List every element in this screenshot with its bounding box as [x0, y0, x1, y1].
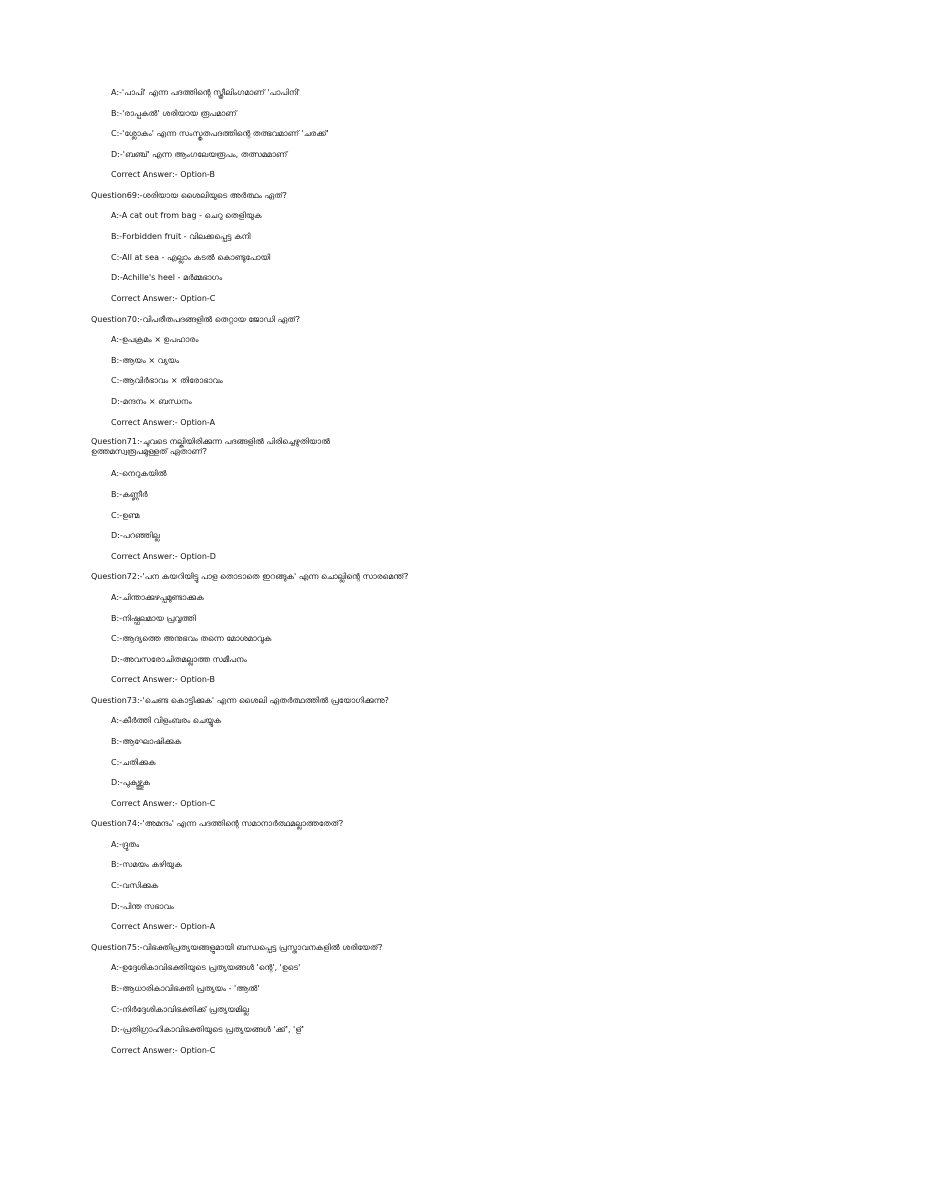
option-text: D:-'ബഞ്ച്' എന്ന ആംഗലേയരൂപം, തത്സമമാണ്	[111, 150, 288, 159]
option-text: C:-നിർദ്ദേശികാവിഭക്തിക്ക് പ്രത്യയമില്ല	[111, 1005, 249, 1014]
question-text: Question75:-വിഭക്തിപ്രത്യയങ്ങളുമായി ബന്ധപ്പെട്ട പ്രസ്താവനകളിൽ ശരിയേത്?	[91, 943, 383, 952]
option-text: A:-ഉദ്ദേശികാവിഭക്തിയുടെ പ്രത്യയങ്ങൾ 'ന്റെ', 'ഉടെ'	[111, 963, 301, 972]
option-text: A:-ഉപക്രമം × ഉപഹാരം	[111, 335, 199, 344]
option-text: D:-പുകഴ്ത്തുക	[111, 778, 150, 787]
option-text: B:-നിഷ്ഫലമായ പ്രവൃത്തി	[111, 614, 196, 623]
option-text: B:-ആയം × വ്യയം	[111, 356, 180, 365]
question-text: Question72:-'പന കയറിയിട്ടു പാള തൊടാതെ ഇറങ്ങുക' എന്ന ചൊല്ലിന്റെ സാരമെന്ത്?	[91, 572, 409, 581]
option-text: D:-Achille's heel - മർമ്മഭാഗം	[111, 273, 223, 282]
option-text: B:-സമയം കഴിയുക	[111, 860, 182, 869]
option-text: C:-ആവിർഭാവം × തിരോഭാവം	[111, 376, 223, 385]
option-text: C:-ഉണ്മ	[111, 511, 140, 520]
option-text: B:-Forbidden fruit - വിലക്കപ്പെട്ട കനി	[111, 232, 251, 241]
option-text: C:-വസിക്കുക	[111, 881, 159, 890]
option-text: D:-പിന്ത സഭാവം	[111, 902, 174, 911]
correct-answer: Correct Answer:- Option-B	[111, 675, 215, 684]
correct-answer: Correct Answer:- Option-A	[111, 418, 216, 427]
option-text: C:-ചതിക്കുക	[111, 758, 156, 767]
option-text: C:-All at sea - എല്ലാം കടൽ കൊണ്ടുപോയി	[111, 253, 271, 262]
question-text: Question74:-'അമന്ദം' എന്ന പദത്തിന്റെ സമാനാർത്ഥമല്ലാത്തതേത്?	[91, 819, 344, 828]
option-text: A:-ചിന്താക്കുഴപ്പമുണ്ടാക്കുക	[111, 593, 204, 602]
option-text: C:-'ശ്ലോകം' എന്ന സംസ്കൃതപദത്തിന്റെ തത്ഭവമാണ് 'ചരക്ക്'	[111, 129, 329, 138]
option-text: A:-A cat out from bag - ചെറു തെളിയുക	[111, 211, 262, 220]
option-text: B:-കണ്ണീർ	[111, 490, 148, 499]
correct-answer: Correct Answer:- Option-A	[111, 922, 216, 931]
option-text: A:-ദ്രുതം	[111, 840, 140, 849]
correct-answer: Correct Answer:- Option-B	[111, 170, 215, 179]
option-text: D:-മന്ദനം × ബന്ധനം	[111, 397, 192, 406]
question-text: Question71:-ചുവടെ നല്കിയിരിക്കുന്ന പദങ്ങളിൽ പിരിച്ചെഴുതിയാൽ ഉത്തമസ്വരൂപമുള്ളത് ഏതാണ്?	[91, 437, 330, 456]
option-text: B:-'രാപ്പകൽ' ശരിയായ രൂപമാണ്	[111, 109, 237, 118]
correct-answer: Correct Answer:- Option-D	[111, 552, 216, 561]
question-text: Question69:-ശരിയായ ശൈലിയുടെ അർത്ഥം ഏത്?	[91, 191, 287, 200]
correct-answer: Correct Answer:- Option-C	[111, 294, 216, 303]
correct-answer: Correct Answer:- Option-C	[111, 1046, 216, 1055]
option-text: A:-നെറുകയിൽ	[111, 469, 167, 478]
question-text: Question70:-വിപരീതപദങ്ങളിൽ തെറ്റായ ജോഡി ഏത്?	[91, 315, 300, 324]
option-text: C:-ആദ്യത്തെ അനുഭവം തന്നെ മോശമാവുക	[111, 634, 272, 643]
option-text: B:-ആഘോഷിക്കുക	[111, 737, 182, 746]
option-text: A:-'പാപി' എന്ന പദത്തിന്റെ സ്ത്രീലിംഗമാണ് 'പാപിനി'	[111, 88, 300, 97]
correct-answer: Correct Answer:- Option-C	[111, 799, 216, 808]
option-text: A:-കീർത്തി വിളംബരം ചെയ്യുക	[111, 716, 222, 725]
option-text: D:-പ്രതിഗ്രാഹികാവിഭക്തിയുടെ പ്രത്യയങ്ങൾ 'ക്ക്', 'ള്'	[111, 1025, 304, 1034]
option-text: B:-ആധാരികാവിഭക്തി പ്രത്യയം - 'ആൽ'	[111, 984, 260, 993]
option-text: D:-അവസരോചിതമല്ലാത്ത സമീപനം	[111, 655, 247, 664]
option-text: D:-പറഞ്ഞില്ല	[111, 531, 160, 540]
question-text: Question73:-'ചെണ്ട കൊട്ടിക്കുക' എന്ന ശൈലി ഏതർത്ഥത്തിൽ പ്രയോഗിക്കുന്നു?	[91, 696, 389, 705]
